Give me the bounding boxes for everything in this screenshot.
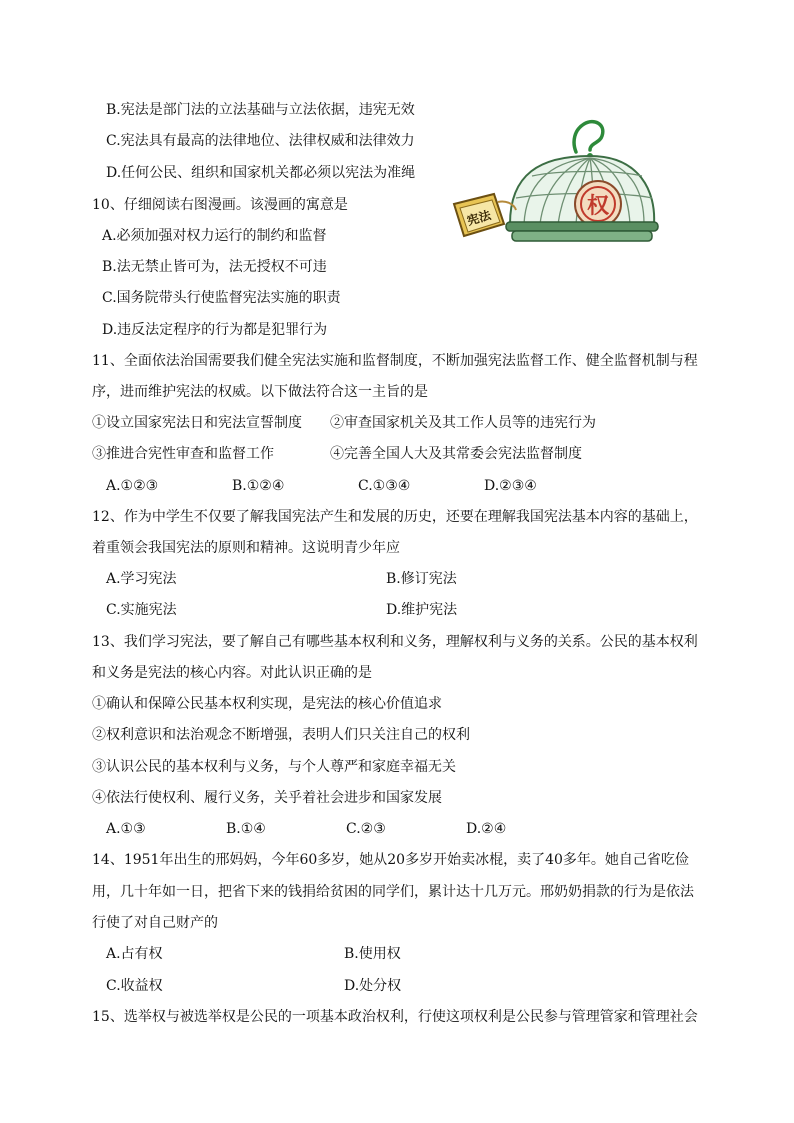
q13-item-2: ②权利意识和法治观念不断增强，表明人们只关注自己的权利: [92, 727, 470, 743]
q10-option-c: C.国务院带头行使监督宪法实施的职责: [102, 290, 341, 306]
q13-item-1: ①确认和保障公民基本权利实现，是宪法的核心价值追求: [92, 696, 442, 712]
q12-option-a: A.学习宪法: [106, 571, 177, 587]
q11-option-d: D.②③④: [484, 478, 537, 494]
q9-option-c: C.宪法具有最高的法律地位、法律权威和法律效力: [106, 133, 415, 149]
q14-option-d: D.处分权: [344, 978, 402, 994]
q15-stem-line1: 15、选举权与被选举权是公民的一项基本政治权利，行使这项权利是公民参与管理管家和管理社会: [92, 1009, 698, 1025]
q12-stem-line1: 12、作为中学生不仅要了解我国宪法产生和发展的历史，还要在理解我国宪法基本内容的基础上，: [92, 509, 698, 525]
q12-option-c: C.实施宪法: [106, 602, 177, 618]
q10-option-a: A.必须加强对权力运行的制约和监督: [102, 228, 327, 244]
q11-option-b: B.①②④: [232, 478, 285, 494]
q12-stem-line2: 着重领会我国宪法的原则和精神。这说明青少年应: [92, 540, 400, 556]
q9-option-d: D.任何公民、组织和国家机关都必须以宪法为准绳: [106, 165, 416, 181]
q13-stem-line2: 和义务是宪法的核心内容。对此认识正确的是: [92, 665, 372, 681]
q14-option-b: B.使用权: [344, 946, 401, 962]
constitution-book-label: 宪法: [465, 207, 493, 229]
q11-stem-line1: 11、全面依法治国需要我们健全宪法实施和监督制度，不断加强宪法监督工作、健全监督机制与程: [92, 353, 698, 369]
power-ball-label: 权: [586, 194, 610, 219]
q13-option-d: D.②④: [466, 821, 507, 837]
q13-option-a: A.①③: [106, 821, 146, 837]
q11-item-2: ②审查国家机关及其工作人员等的违宪行为: [330, 415, 596, 431]
q11-option-c: C.①③④: [358, 478, 411, 494]
q12-option-d: D.维护宪法: [386, 602, 458, 618]
hook-question-mark: [574, 122, 603, 152]
q13-stem-line1: 13、我们学习宪法，要了解自己有哪些基本权利和义务，理解权利与义务的关系。公民的基本权利: [92, 634, 698, 650]
power-ball: [575, 181, 621, 227]
q12-option-b: B.修订宪法: [386, 571, 457, 587]
q14-option-a: A.占有权: [106, 946, 163, 962]
q11-item-1: ①设立国家宪法日和宪法宣誓制度: [92, 415, 302, 431]
q10-option-b: B.法无禁止皆可为，法无授权不可违: [102, 259, 327, 275]
q14-stem-line3: 行使了对自己财产的: [92, 915, 218, 931]
power-cage-cartoon: [440, 112, 662, 254]
q13-item-4: ④依法行使权利、履行义务，关乎着社会进步和国家发展: [92, 790, 442, 806]
q11-option-a: A.①②③: [106, 478, 159, 494]
q11-stem-line2: 序，进而维护宪法的权威。以下做法符合这一主旨的是: [92, 384, 428, 400]
q11-item-4: ④完善全国人大及其常委会宪法监督制度: [330, 446, 582, 462]
q14-option-c: C.收益权: [106, 978, 163, 994]
q9-option-b: B.宪法是部门法的立法基础与立法依据，违宪无效: [106, 102, 415, 118]
q14-stem-line1: 14、1951年出生的邢妈妈，今年60多岁，她从20多岁开始卖冰棍，卖了40多年。她自己省吃俭: [92, 852, 689, 868]
q13-item-3: ③认识公民的基本权利与义务，与个人尊严和家庭幸福无关: [92, 759, 456, 775]
q13-option-b: B.①④: [226, 821, 266, 837]
q11-item-3: ③推进合宪性审查和监督工作: [92, 446, 274, 462]
cage-base: [506, 222, 658, 241]
q13-option-c: C.②③: [346, 821, 386, 837]
q10-stem: 10、仔细阅读右图漫画。该漫画的寓意是: [92, 197, 348, 213]
q14-stem-line2: 用，几十年如一日，把省下来的钱捐给贫困的同学们，累计达十几万元。邢奶奶捐款的行为是依法: [92, 884, 694, 900]
q10-option-d: D.违反法定程序的行为都是犯罪行为: [102, 322, 328, 338]
